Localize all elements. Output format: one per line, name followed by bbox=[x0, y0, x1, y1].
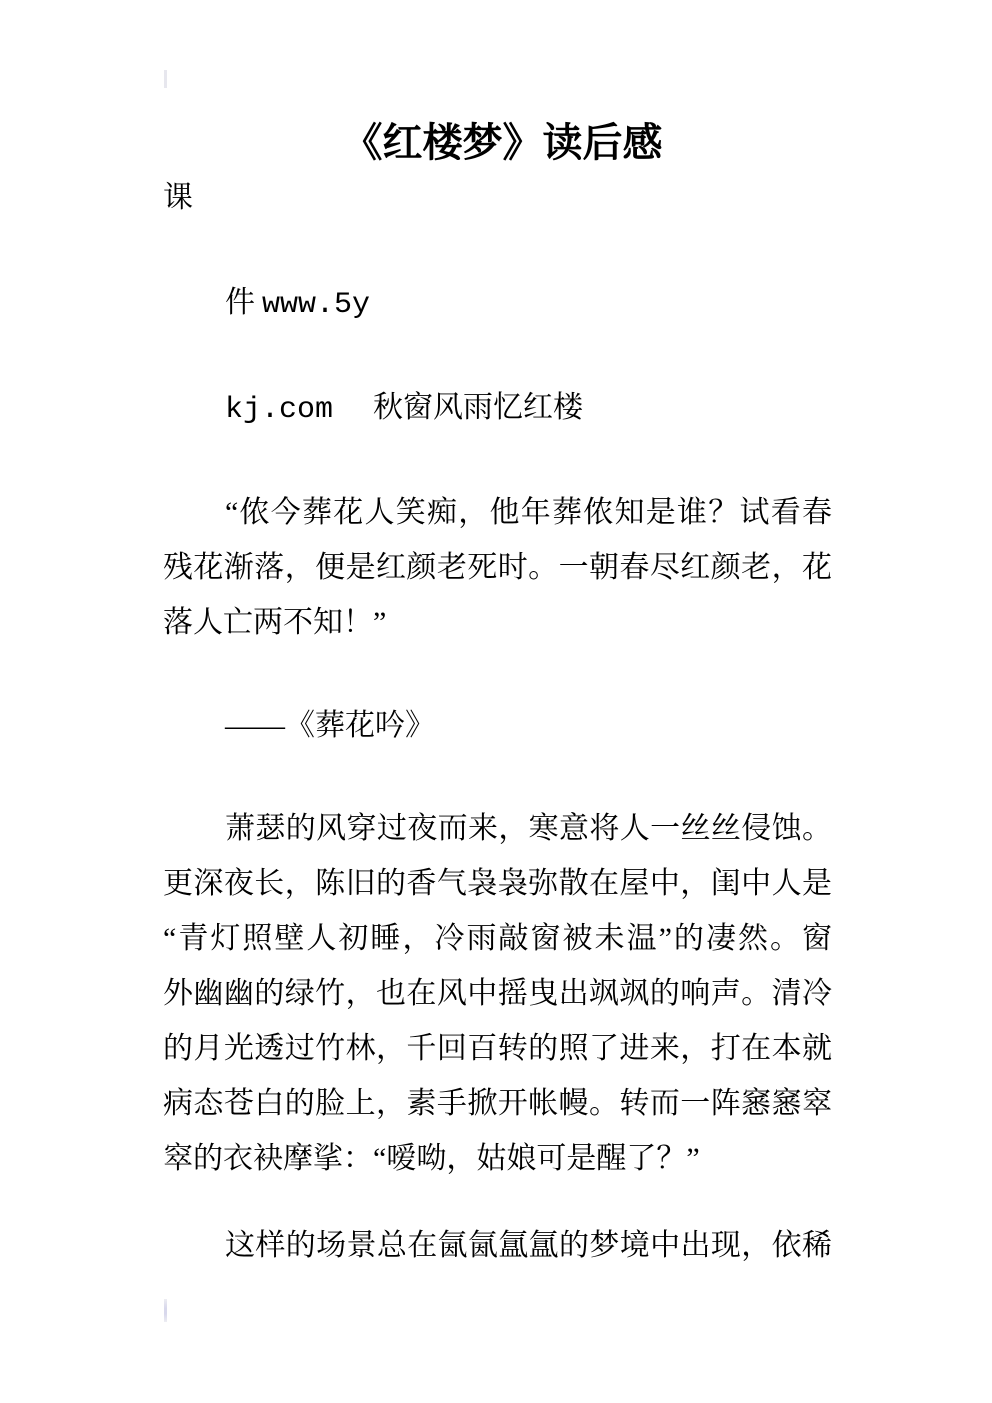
paragraph-line: 更深夜长，陈旧的香气袅袅弥散在屋中，闺中人是 bbox=[163, 867, 832, 900]
artifact-mark-bottom bbox=[164, 1299, 167, 1322]
watermark-line-2 bbox=[163, 275, 832, 330]
poem-attribution: ——《葬花吟》 bbox=[225, 709, 435, 742]
paragraph-1 bbox=[163, 801, 832, 1186]
paragraph-line: 窣的衣袂摩挲：“嗳呦，姑娘可是醒了？” bbox=[163, 1142, 700, 1175]
paragraph-line: “青灯照壁人初睡，冷雨敲窗被未温”的凄然。窗 bbox=[163, 922, 832, 955]
subtitle-cjk: 秋窗风雨忆红楼 bbox=[373, 391, 584, 424]
paragraph-line: 的月光透过竹林，千回百转的照了进来，打在本就 bbox=[163, 1032, 832, 1065]
poem-line: 落人亡两不知！” bbox=[163, 606, 387, 639]
paragraph-2 bbox=[163, 1218, 832, 1273]
paragraph-line: 病态苍白的脸上，素手掀开帐幔。转而一阵窸窸窣 bbox=[163, 1087, 832, 1120]
watermark-line-2-cjk: 件 bbox=[225, 286, 255, 319]
paragraph-line: 这样的场景总在氤氤氲氲的梦境中出现，依稀 bbox=[225, 1229, 832, 1262]
artifact-mark-top bbox=[164, 70, 167, 88]
watermark-line-2-latin: www.5y bbox=[262, 288, 371, 322]
poem-line: “侬今葬花人笑痴，他年葬侬知是谁？试看春 bbox=[225, 496, 832, 529]
subtitle-latin: kj.com bbox=[225, 393, 334, 427]
watermark-line-1: 课 bbox=[163, 181, 193, 214]
poem-quote bbox=[163, 485, 832, 650]
paragraph-line: 外幽幽的绿竹，也在风中摇曳出飒飒的响声。清冷 bbox=[163, 977, 832, 1010]
document-content bbox=[163, 0, 832, 1273]
subtitle-line bbox=[163, 380, 832, 435]
page-title: 《红楼梦》读后感 bbox=[342, 120, 663, 165]
paragraph-line: 萧瑟的风穿过夜而来，寒意将人一丝丝侵蚀。 bbox=[225, 812, 832, 845]
poem-line: 残花渐落，便是红颜老死时。一朝春尽红颜老，花 bbox=[163, 551, 832, 584]
